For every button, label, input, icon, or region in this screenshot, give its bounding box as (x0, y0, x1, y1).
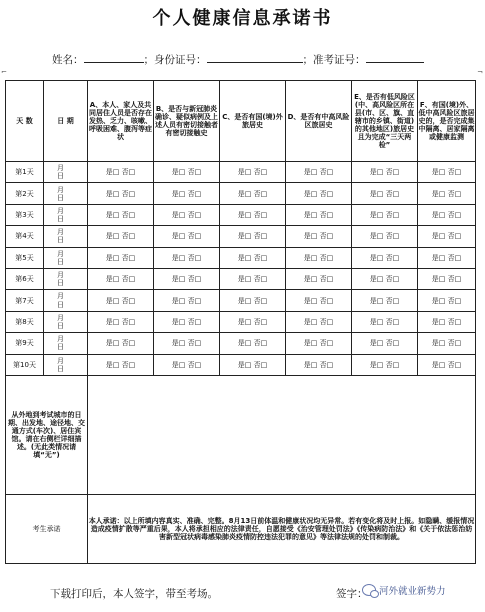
yes-no-checkbox-f[interactable]: 是□ 否□ (418, 183, 476, 204)
yes-no-checkbox-b[interactable]: 是□ 否□ (154, 311, 220, 332)
yes-no-checkbox-c[interactable]: 是□ 否□ (220, 204, 286, 225)
yes-no-checkbox-c[interactable]: 是□ 否□ (220, 183, 286, 204)
name-field[interactable] (84, 52, 144, 63)
yes-no-checkbox-a[interactable]: 是□ 否□ (88, 247, 154, 268)
day-label: 第7天 (6, 290, 44, 311)
yes-no-checkbox-d[interactable]: 是□ 否□ (286, 226, 352, 247)
date-field[interactable]: 月 日 (44, 311, 88, 332)
table-row (6, 183, 476, 204)
yes-no-checkbox-a[interactable]: 是□ 否□ (88, 268, 154, 289)
yes-no-checkbox-a[interactable]: 是□ 否□ (88, 333, 154, 354)
date-column-header: 日 期 (44, 81, 88, 162)
yes-no-checkbox-a[interactable]: 是□ 否□ (88, 311, 154, 332)
yes-no-checkbox-b[interactable]: 是□ 否□ (154, 354, 220, 375)
promise-text: 本人承诺：以上所填内容真实、准确、完整。8月13日前体温和健康状况均无异常。若有变化将及时上报。如隐瞒、缓报情况造成疫情扩散等严重后果，本人将承担相应的法律责任，自愿接受《治安管理处罚法》《传染病防治法》和《关于依法惩治妨害新型冠状病毒感染肺炎疫情防控违法犯罪的意见》等法律法规的处罚和制裁。 (88, 494, 476, 563)
day-label: 第9天 (6, 333, 44, 354)
day-label: 第6天 (6, 268, 44, 289)
day-label: 第5天 (6, 247, 44, 268)
id-number-field[interactable] (207, 52, 303, 63)
yes-no-checkbox-a[interactable]: 是□ 否□ (88, 354, 154, 375)
id-label: ；身份证号： (143, 54, 207, 66)
day-column-header: 天 数 (6, 81, 44, 162)
yes-no-checkbox-d[interactable]: 是□ 否□ (286, 333, 352, 354)
table-row (6, 290, 476, 311)
date-field[interactable]: 月 日 (44, 247, 88, 268)
yes-no-checkbox-c[interactable]: 是□ 否□ (220, 354, 286, 375)
yes-no-checkbox-a[interactable]: 是□ 否□ (88, 162, 154, 183)
travel-description-label: 从外地到考试城市的日期、出发地、途径地、交通方式(车次)、居住宾馆。请在右侧栏详细描述。(无此类情况请填“无”) (6, 375, 88, 494)
yes-no-checkbox-c[interactable]: 是□ 否□ (220, 333, 286, 354)
yes-no-checkbox-b[interactable]: 是□ 否□ (154, 204, 220, 225)
personal-info-line (52, 52, 424, 67)
mid-high-risk-column-header: D、是否有中高风险区旅居史 (286, 81, 352, 162)
yes-no-checkbox-e[interactable]: 是□ 否□ (352, 162, 418, 183)
watermark (362, 583, 446, 597)
yes-no-checkbox-d[interactable]: 是□ 否□ (286, 268, 352, 289)
day-label: 第3天 (6, 204, 44, 225)
yes-no-checkbox-f[interactable]: 是□ 否□ (418, 311, 476, 332)
table-row (6, 268, 476, 289)
yes-no-checkbox-c[interactable]: 是□ 否□ (220, 268, 286, 289)
yes-no-checkbox-f[interactable]: 是□ 否□ (418, 204, 476, 225)
date-field[interactable]: 月 日 (44, 226, 88, 247)
yes-no-checkbox-b[interactable]: 是□ 否□ (154, 247, 220, 268)
date-field[interactable]: 月 日 (44, 333, 88, 354)
table-row (6, 333, 476, 354)
yes-no-checkbox-e[interactable]: 是□ 否□ (352, 290, 418, 311)
yes-no-checkbox-d[interactable]: 是□ 否□ (286, 311, 352, 332)
contact-column-header: B、是否与新冠肺炎确诊、疑似病例及上述人员有密切接触者有密切接触史 (154, 81, 220, 162)
yes-no-checkbox-d[interactable]: 是□ 否□ (286, 204, 352, 225)
table-row (6, 311, 476, 332)
yes-no-checkbox-f[interactable]: 是□ 否□ (418, 290, 476, 311)
date-field[interactable]: 月 日 (44, 162, 88, 183)
table-row (6, 226, 476, 247)
yes-no-checkbox-a[interactable]: 是□ 否□ (88, 204, 154, 225)
yes-no-checkbox-e[interactable]: 是□ 否□ (352, 226, 418, 247)
yes-no-checkbox-b[interactable]: 是□ 否□ (154, 226, 220, 247)
yes-no-checkbox-f[interactable]: 是□ 否□ (418, 226, 476, 247)
yes-no-checkbox-e[interactable]: 是□ 否□ (352, 311, 418, 332)
symptoms-column-header: A、本人、家人及共同居住人员是否存在发热、乏力、咳嗽、呼吸困难、腹泻等症状 (88, 81, 154, 162)
yes-no-checkbox-b[interactable]: 是□ 否□ (154, 268, 220, 289)
day-label: 第4天 (6, 226, 44, 247)
promise-label: 考生承诺 (6, 494, 88, 563)
table-header-row (6, 81, 476, 162)
yes-no-checkbox-d[interactable]: 是□ 否□ (286, 247, 352, 268)
watermark-text: 河外就业新势力 (379, 586, 446, 597)
margin-mark-left: ⌐ (1, 68, 7, 76)
yes-no-checkbox-a[interactable]: 是□ 否□ (88, 226, 154, 247)
signature-label: 签字： (336, 588, 368, 600)
yes-no-checkbox-f[interactable]: 是□ 否□ (418, 268, 476, 289)
yes-no-checkbox-d[interactable]: 是□ 否□ (286, 183, 352, 204)
travel-row (6, 375, 476, 494)
footer-note: 下载打印后，本人签字，带至考场。 (50, 588, 218, 600)
quarantine-column-header: F、有国(境)外、低中高风险区旅居史的，是否完成集中隔离、居家隔离或健康监测 (418, 81, 476, 162)
date-field[interactable]: 月 日 (44, 204, 88, 225)
yes-no-checkbox-e[interactable]: 是□ 否□ (352, 354, 418, 375)
travel-description-field[interactable] (88, 375, 476, 494)
yes-no-checkbox-c[interactable]: 是□ 否□ (220, 162, 286, 183)
yes-no-checkbox-c[interactable]: 是□ 否□ (220, 290, 286, 311)
day-label: 第2天 (6, 183, 44, 204)
name-label: 姓名： (52, 54, 84, 66)
yes-no-checkbox-b[interactable]: 是□ 否□ (154, 183, 220, 204)
day-label: 第8天 (6, 311, 44, 332)
yes-no-checkbox-e[interactable]: 是□ 否□ (352, 333, 418, 354)
yes-no-checkbox-b[interactable]: 是□ 否□ (154, 333, 220, 354)
overseas-column-header: C、是否有国(境)外旅居史 (220, 81, 286, 162)
date-field[interactable]: 月 日 (44, 354, 88, 375)
date-field[interactable]: 月 日 (44, 290, 88, 311)
health-info-table (5, 80, 476, 564)
table-row (6, 247, 476, 268)
yes-no-checkbox-f[interactable]: 是□ 否□ (418, 333, 476, 354)
wechat-icon (362, 584, 376, 596)
yes-no-checkbox-b[interactable]: 是□ 否□ (154, 162, 220, 183)
yes-no-checkbox-d[interactable]: 是□ 否□ (286, 290, 352, 311)
yes-no-checkbox-e[interactable]: 是□ 否□ (352, 204, 418, 225)
page-title: 个人健康信息承诺书 (152, 8, 333, 29)
yes-no-checkbox-c[interactable]: 是□ 否□ (220, 226, 286, 247)
exam-number-field[interactable] (366, 52, 424, 63)
yes-no-checkbox-f[interactable]: 是□ 否□ (418, 247, 476, 268)
exam-number-label: ；准考证号： (302, 54, 366, 66)
date-field[interactable]: 月 日 (44, 183, 88, 204)
yes-no-checkbox-a[interactable]: 是□ 否□ (88, 183, 154, 204)
yes-no-checkbox-e[interactable]: 是□ 否□ (352, 247, 418, 268)
yes-no-checkbox-f[interactable]: 是□ 否□ (418, 162, 476, 183)
yes-no-checkbox-a[interactable]: 是□ 否□ (88, 290, 154, 311)
yes-no-checkbox-c[interactable]: 是□ 否□ (220, 311, 286, 332)
yes-no-checkbox-f[interactable]: 是□ 否□ (418, 354, 476, 375)
day-label: 第1天 (6, 162, 44, 183)
yes-no-checkbox-d[interactable]: 是□ 否□ (286, 162, 352, 183)
date-field[interactable]: 月 日 (44, 268, 88, 289)
table-row (6, 204, 476, 225)
yes-no-checkbox-e[interactable]: 是□ 否□ (352, 268, 418, 289)
margin-mark-right: ¬ (477, 68, 483, 76)
yes-no-checkbox-c[interactable]: 是□ 否□ (220, 247, 286, 268)
table-row (6, 354, 476, 375)
yes-no-checkbox-b[interactable]: 是□ 否□ (154, 290, 220, 311)
low-risk-column-header: E、是否有低风险区(中、高风险区所在县(市、区、旗、直辖市的乡镇、街道)的其他地区)旅居史且为完成“三天两检” (352, 81, 418, 162)
yes-no-checkbox-e[interactable]: 是□ 否□ (352, 183, 418, 204)
promise-row (6, 494, 476, 563)
table-row (6, 162, 476, 183)
yes-no-checkbox-d[interactable]: 是□ 否□ (286, 354, 352, 375)
day-label: 第10天 (6, 354, 44, 375)
